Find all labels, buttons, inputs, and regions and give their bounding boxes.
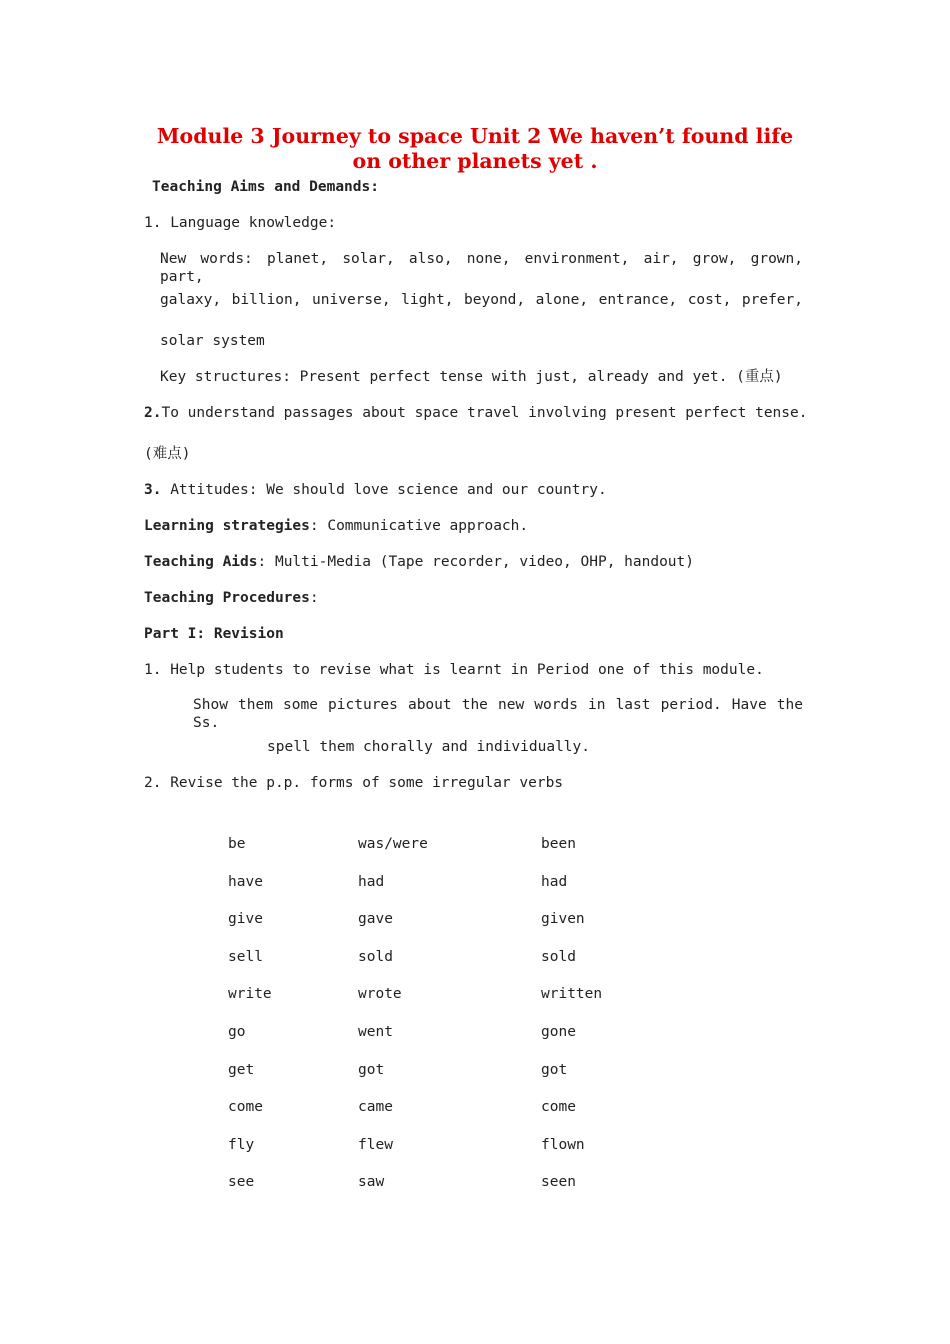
aim3-number: 3. [144, 482, 162, 498]
page-title: Module 3 Journey to space Unit 2 We haven’t found life on other planets yet . [156, 124, 794, 173]
procedures-text: : [309, 590, 319, 606]
aim2-text: To understand passages about space travel involving present perfect tense. [161, 405, 808, 421]
step1-text: 1. Help students to revise what is learnt in Period one of this module. [144, 662, 764, 678]
key-structures: Key structures: Present perfect tense with just, already and yet. (重点) [160, 369, 783, 385]
verb-past-form: had [358, 874, 385, 890]
verb-base-form: give [228, 911, 263, 927]
verb-past-participle: come [541, 1099, 576, 1115]
strategies-text: : Communicative approach. [309, 518, 529, 534]
strategies-label: Learning strategies [144, 518, 310, 534]
verb-base-form: have [228, 874, 263, 890]
verb-base-form: go [228, 1024, 246, 1040]
aids-label: Teaching Aids [144, 554, 258, 570]
verb-past-form: flew [358, 1137, 393, 1153]
verb-base-form: come [228, 1099, 263, 1115]
aim3-text: Attitudes: We should love science and our country. [161, 482, 607, 498]
aim2-note: (难点) [144, 446, 191, 462]
verb-base-form: see [228, 1174, 255, 1190]
verb-base-form: be [228, 836, 246, 852]
verb-past-form: was/were [358, 836, 428, 852]
verb-past-participle: given [541, 911, 585, 927]
step2-text: 2. Revise the p.p. forms of some irregular verbs [144, 775, 564, 791]
aim2-number: 2. [144, 405, 162, 421]
aim1-heading: 1. Language knowledge: [144, 215, 337, 231]
procedures-label: Teaching Procedures [144, 590, 310, 606]
verb-base-form: write [228, 986, 272, 1002]
verb-past-form: sold [358, 949, 393, 965]
verb-past-participle: seen [541, 1174, 576, 1190]
verb-past-participle: been [541, 836, 576, 852]
verb-past-participle: gone [541, 1024, 576, 1040]
new-words-line1: New words: planet, solar, also, none, environment, air, grow, grown, part, [160, 251, 803, 285]
verb-past-participle: flown [541, 1137, 585, 1153]
verb-base-form: get [228, 1062, 255, 1078]
verb-past-participle: had [541, 874, 568, 890]
part1-heading: Part I: Revision [144, 626, 284, 642]
verb-past-form: gave [358, 911, 393, 927]
verb-past-form: came [358, 1099, 393, 1115]
verb-past-participle: written [541, 986, 603, 1002]
verb-base-form: sell [228, 949, 263, 965]
verb-past-participle: got [541, 1062, 568, 1078]
verb-past-form: wrote [358, 986, 402, 1002]
verb-past-form: saw [358, 1174, 385, 1190]
new-words-line3: solar system [160, 333, 265, 349]
verb-past-form: got [358, 1062, 385, 1078]
new-words-line2: galaxy, billion, universe, light, beyond, alone, entrance, cost, prefer, [160, 292, 803, 308]
aids-text: : Multi-Media (Tape recorder, video, OHP, handout) [257, 554, 694, 570]
step1-detail2: spell them chorally and individually. [267, 739, 591, 755]
verb-past-participle: sold [541, 949, 576, 965]
verb-past-form: went [358, 1024, 393, 1040]
step1-detail1: Show them some pictures about the new words in last period. Have the Ss. [193, 697, 803, 731]
aims-heading: Teaching Aims and Demands: [152, 179, 379, 195]
verb-base-form: fly [228, 1137, 255, 1153]
